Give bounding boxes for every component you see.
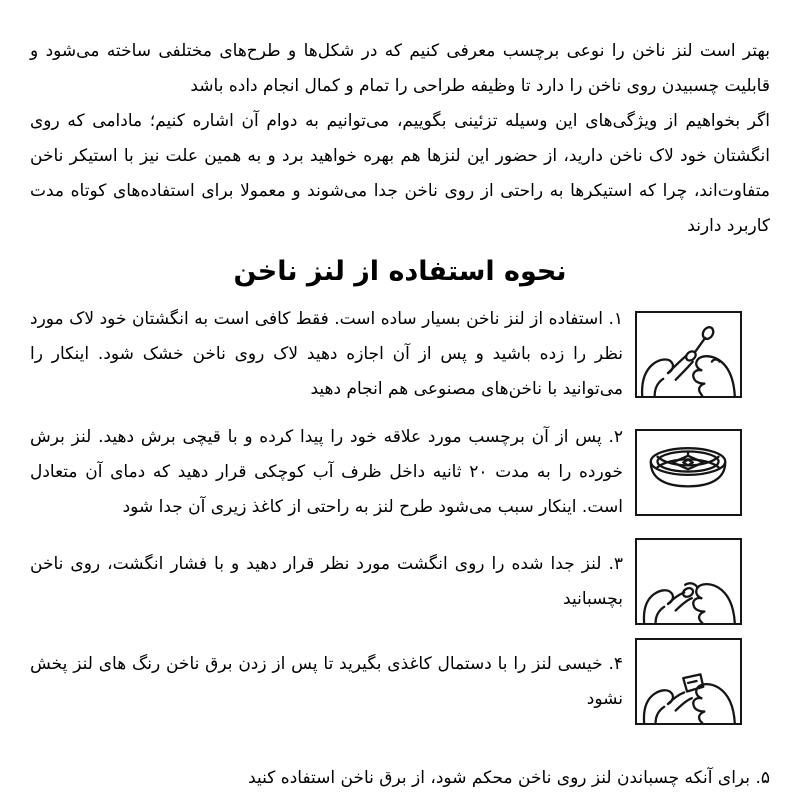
intro-paragraph-1: بهتر است لنز ناخن را نوعی برچسب معرفی کنیم که در شکل‌ها و طرح‌های مختلفی ساخته می‌شود و قابلیت چسبیدن روی ناخن را دارد تا وظیفه طراحی را تمام و کمال انجام داده باشد bbox=[30, 41, 770, 96]
lens-soaking-in-water-dish-icon bbox=[637, 431, 740, 514]
step-4 bbox=[30, 638, 770, 725]
hands-applying-nail-polish-icon bbox=[637, 313, 740, 396]
section-heading: نحوه استفاده از لنز ناخن bbox=[233, 256, 567, 287]
step-2-text: ۲. پس از آن برچسب مورد علاقه خود را پیدا کرده و با قیچی برش دهید. لنز برش خورده را به مدت ۲۰ ثانیه داخل ظرف آب کوچکی قرار دهید که دمای آن متعادل است. اینکار سبب می‌شود طرح لنز به راحتی از کاغذ زیری آن جدا شود bbox=[30, 427, 623, 517]
step-2 bbox=[30, 420, 770, 525]
intro-paragraph-2: اگر بخواهیم از ویژگی‌های این وسیله تزئینی بگوییم، می‌توانیم به دوام آن اشاره کنیم؛ مادامی که روی انگشتان خود لاک ناخن دارید، از حضور این لنزها هم بهره خواهید برد و به همین علت نیز با استیکر ناخن متفاوت‌اند، چرا که استیکرها به راحتی از روی ناخن جدا می‌شوند و معمولا برای استفاده‌های کوتاه مدت کاربرد دارند bbox=[30, 111, 770, 236]
step-4-text: ۴. خیسی لنز را با دستمال کاغذی بگیرید تا پس از زدن برق ناخن رنگ های لنز پخش نشود bbox=[30, 653, 623, 709]
step-1 bbox=[30, 302, 770, 407]
step-5-text: ۵. برای آنکه چسباندن لنز روی ناخن محکم شود، از برق ناخن استفاده کنید bbox=[248, 768, 770, 788]
step-1-text: ۱. استفاده از لنز ناخن بسیار ساده است. فقط کافی است به انگشتان خود لاک مورد نظر را زده باشید و پس از آن اجازه دهید لاک روی ناخن خشک شود. اینکار را می‌توانید با ناخن‌های مصنوعی هم انجام دهید bbox=[30, 309, 623, 399]
drying-lens-with-paper-tissue-icon bbox=[637, 640, 740, 723]
step-3-text: ۳. لنز جدا شده را روی انگشت مورد نظر قرار دهید و با فشار انگشت، روی ناخن بچسبانید bbox=[30, 553, 623, 609]
step-3 bbox=[30, 538, 770, 625]
finger-pressing-lens-on-nail-icon bbox=[637, 540, 740, 623]
step-2-figure bbox=[635, 429, 742, 516]
step-4-figure bbox=[635, 638, 742, 725]
step-3-figure bbox=[635, 538, 742, 625]
step-1-figure bbox=[635, 311, 742, 398]
